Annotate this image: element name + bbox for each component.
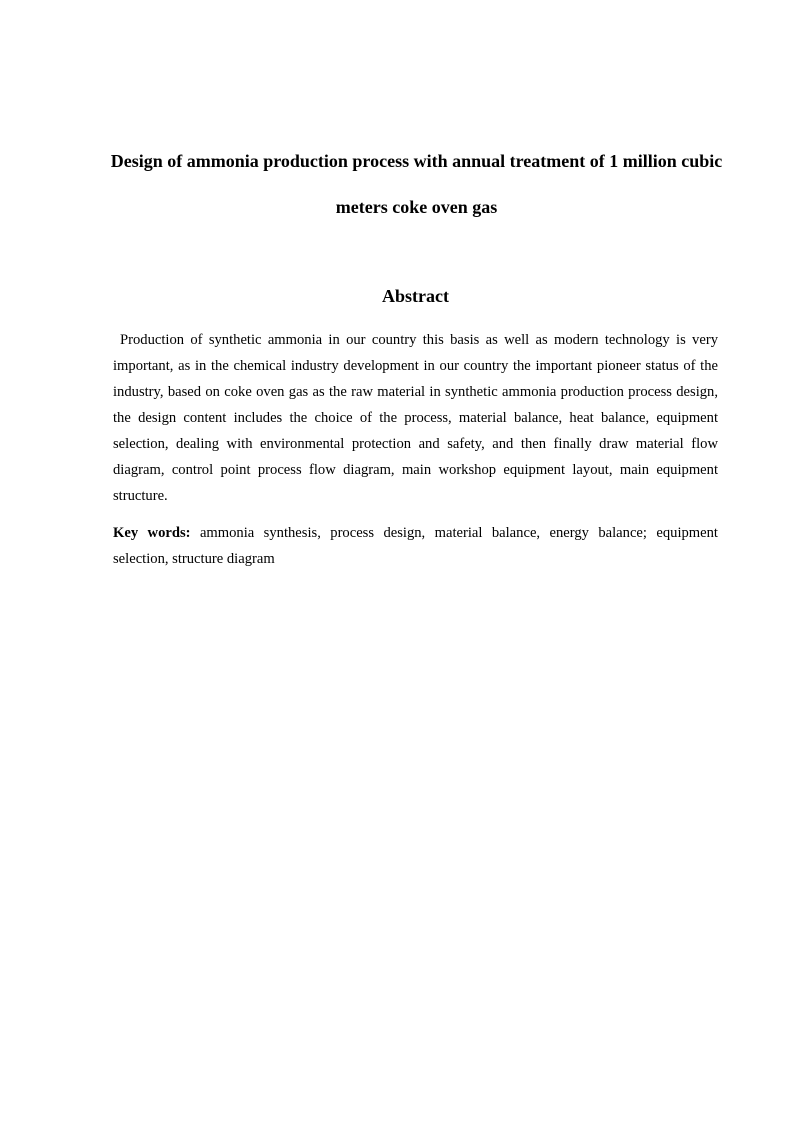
abstract-body: Production of synthetic ammonia in our country this basis as well as modern technology is very important, as in the chemical industry development in our country the important pioneer status of the industry, based on coke oven gas as the raw material in synthetic ammonia production process design, the design content includes the choice of the process, material balance, heat balance, equipment selection, dealing with environmental protection and safety, and then finally draw material flow diagram, control point process flow diagram, main workshop equipment layout, main equipment structure. — [113, 332, 718, 504]
keywords-paragraph — [113, 520, 718, 572]
paper-title: Design of ammonia production process with annual treatment of 1 million cubic meters coke oven gas — [110, 151, 723, 217]
keywords-text: ammonia synthesis, process design, material balance, energy balance; equipment selection, structure diagram — [113, 525, 718, 567]
abstract-heading: Abstract — [382, 286, 449, 306]
keywords-label: Key words: — [113, 525, 191, 541]
